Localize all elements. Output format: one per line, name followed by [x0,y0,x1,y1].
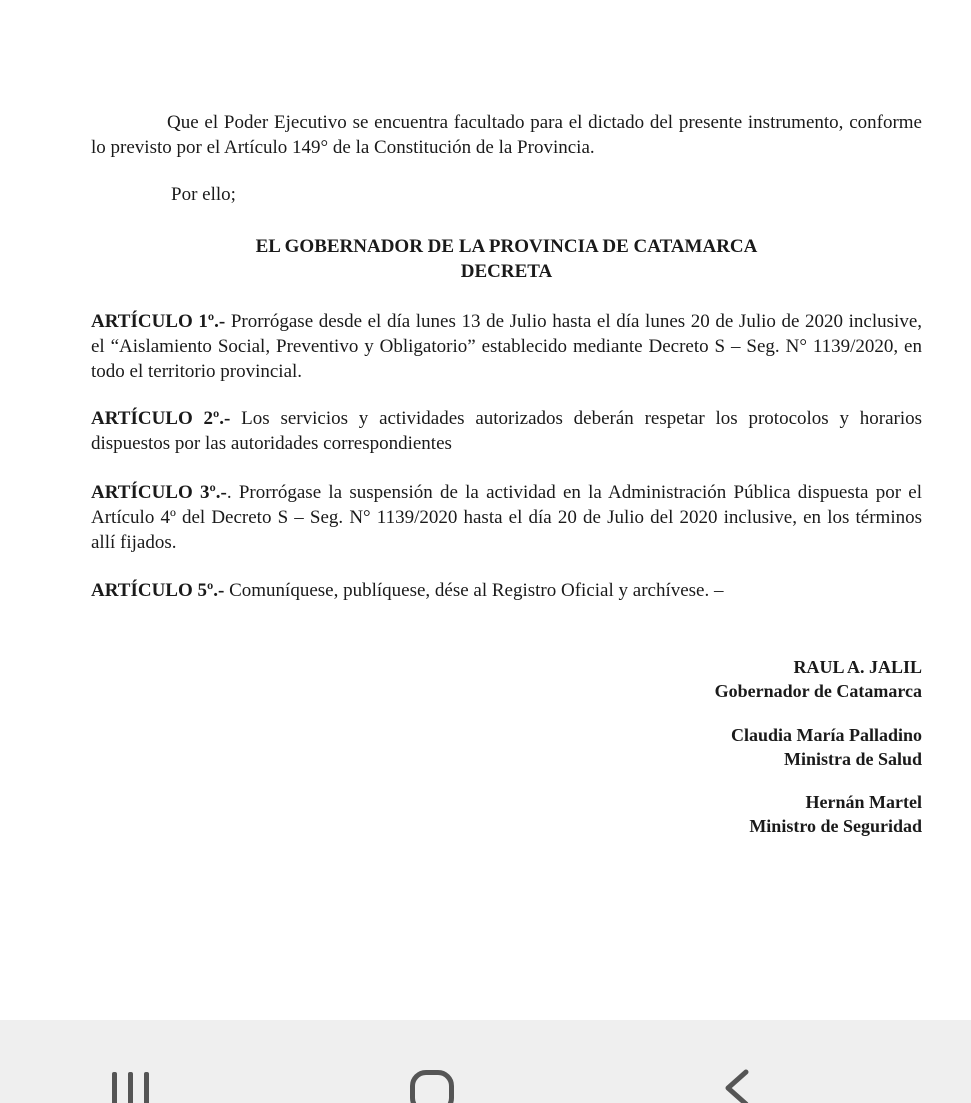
article-1-text: Prorrógase desde el día lunes 13 de Julio hasta el día lunes 20 de Julio de 2020 inclusive, el “Aislamiento Social, Preventivo y Obligatorio” establecido mediante Decreto S – Seg. N° 1139/2020, en todo el territorio provincial. [91,311,923,382]
signatory-title: Ministro de Seguridad [749,816,922,836]
intro-paragraph: Que el Poder Ejecutivo se encuentra facultado para el dictado del presente instrumento, conforme lo previsto por el Artículo 149° de la Constitución de la Provincia. [91,112,922,158]
signature-block-security [749,790,922,838]
article-3-label: ARTÍCULO 3º.- [91,482,227,503]
android-navigation-bar [0,1020,971,1103]
article-5-text: Comuníquese, publíquese, dése al Registro Oficial y archívese. – [229,580,724,601]
home-button[interactable] [408,1068,462,1103]
signatory-title: Ministra de Salud [783,749,922,769]
article-5 [91,578,922,603]
article-1-label: ARTÍCULO 1º.- [91,311,226,332]
article-2-text: Los servicios y actividades autorizados deberán respetar los protocolos y horarios dispuestos por las autoridades correspondientes [91,408,923,454]
recent-apps-button[interactable] [108,1068,158,1103]
back-button[interactable] [716,1068,756,1103]
back-icon [716,1068,756,1103]
signatory-title: Gobernador de Catamarca [714,681,922,701]
signature-block-governor [715,655,922,703]
por-ello-text: Por ello; [171,184,236,205]
article-2 [91,406,922,456]
article-5-label: ARTÍCULO 5º.- [91,580,225,601]
heading-decreta: DECRETA [460,261,553,282]
signature-block-health [731,723,922,771]
heading-governor: EL GOBERNADOR DE LA PROVINCIA DE CATAMARCA [255,236,758,257]
signatory-name: Hernán Martel [805,792,922,812]
article-3 [91,480,922,555]
signatory-name: Claudia María Palladino [730,725,922,745]
decree-heading [91,234,922,284]
article-3-text: . Prorrógase la suspensión de la actividad en la Administración Pública dispuesta por el Artículo 4º del Decreto S – Seg. N° 1139/2020 hasta el día 20 de Julio del 2020 inclusive, en los términos allí fijados. [91,482,922,553]
article-2-label: ARTÍCULO 2º.- [91,408,231,429]
article-1 [91,309,922,384]
signatory-name: RAUL A. JALIL [793,657,922,677]
